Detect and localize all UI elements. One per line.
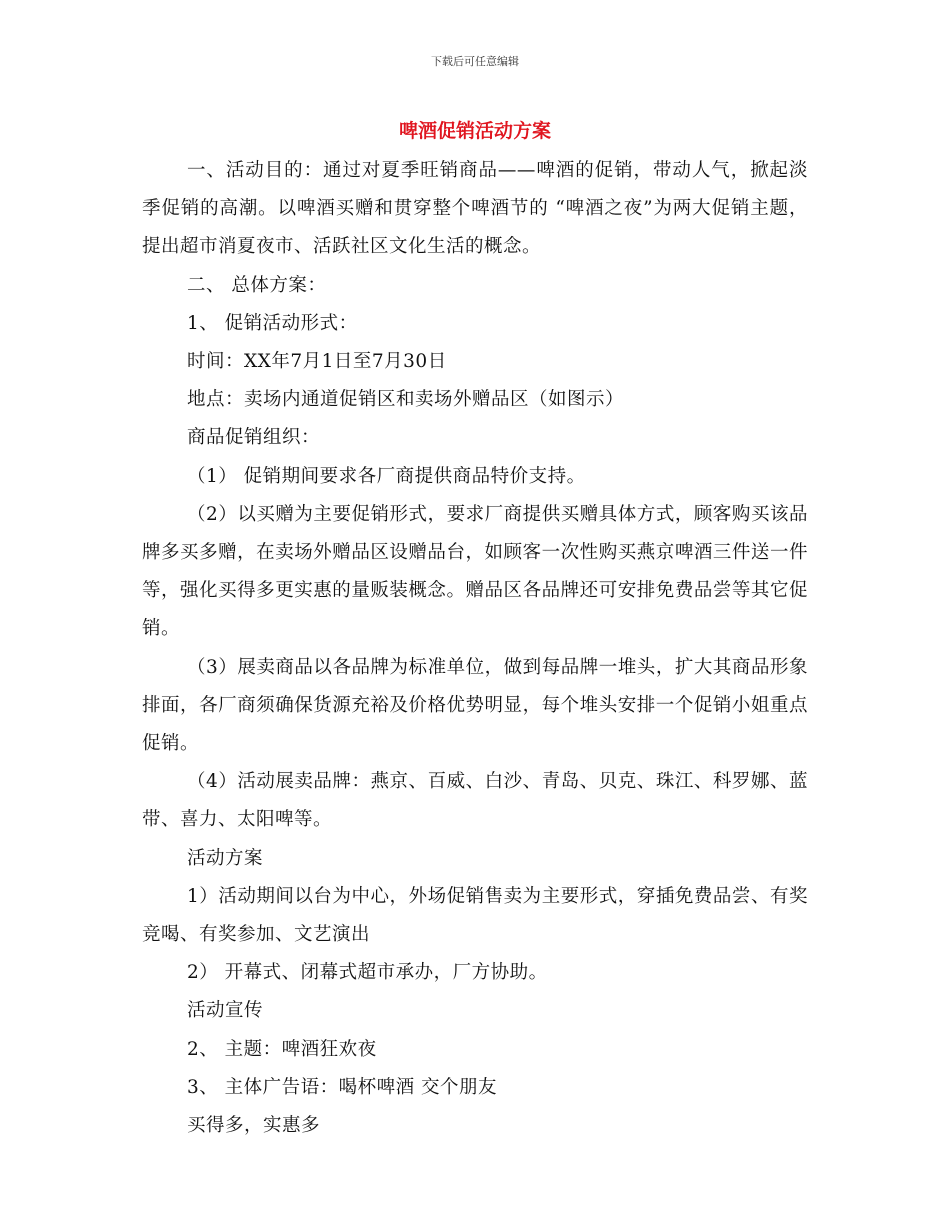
paragraph-location: 地点：卖场内通道促销区和卖场外赠品区（如图示）	[187, 389, 625, 411]
paragraph-purpose: 一、活动目的：通过对夏季旺销商品——啤酒的促销，带动人气，掀起淡季促销的高潮。以啤酒买赠和贯穿整个啤酒节的 “啤酒之夜”为两大促销主题，提出超市消夏夜市、活跃社区文化生活的概念。	[142, 160, 808, 258]
paragraph-activity-2: 2） 开幕式、闭幕式超市承办，厂方协助。	[187, 962, 548, 984]
paragraph-publicity: 活动宣传	[187, 1000, 264, 1022]
paragraph-slogan: 3、 主体广告语：喝杯啤酒 交个朋友	[187, 1076, 498, 1098]
paragraph-organization: 商品促销组织：	[187, 427, 321, 449]
paragraph-overall-plan: 二、 总体方案：	[187, 274, 327, 296]
document-body	[142, 152, 808, 1145]
paragraph-item-2: （2）以买赠为主要促销形式，要求厂商提供买赠具体方式，顾客购买该品牌多买多赠，在卖场外赠品区设赠品台，如顾客一次性购买燕京啤酒三件送一件等，强化买得多更实惠的量贩装概念。赠品区各品牌还可安排免费品尝等其它促销。	[142, 503, 808, 640]
paragraph-promo-form: 1、 促销活动形式：	[187, 312, 358, 334]
paragraph-item-1: （1） 促销期间要求各厂商提供商品特价支持。	[187, 465, 586, 487]
paragraph-slogan-2: 买得多，实惠多	[187, 1115, 321, 1137]
header-note: 下载后可任意编辑	[431, 55, 519, 68]
paragraph-activity-plan: 活动方案	[187, 847, 264, 869]
document-title: 啤酒促销活动方案	[398, 120, 551, 142]
paragraph-activity-1: 1）活动期间以台为中心，外场促销售卖为主要形式，穿插免费品尝、有奖竞喝、有奖参加、文艺演出	[142, 885, 808, 946]
paragraph-item-4: （4）活动展卖品牌：燕京、百威、白沙、青岛、贝克、珠江、科罗娜、蓝带、喜力、太阳啤等。	[142, 771, 808, 831]
paragraph-time: 时间：XX年7月1日至7月30日	[187, 351, 447, 373]
paragraph-theme: 2、 主题：啤酒狂欢夜	[187, 1038, 377, 1060]
paragraph-item-3: （3）展卖商品以各品牌为标准单位，做到每品牌一堆头，扩大其商品形象排面，各厂商须确保货源充裕及价格优势明显，每个堆头安排一个促销小姐重点促销。	[142, 656, 808, 755]
